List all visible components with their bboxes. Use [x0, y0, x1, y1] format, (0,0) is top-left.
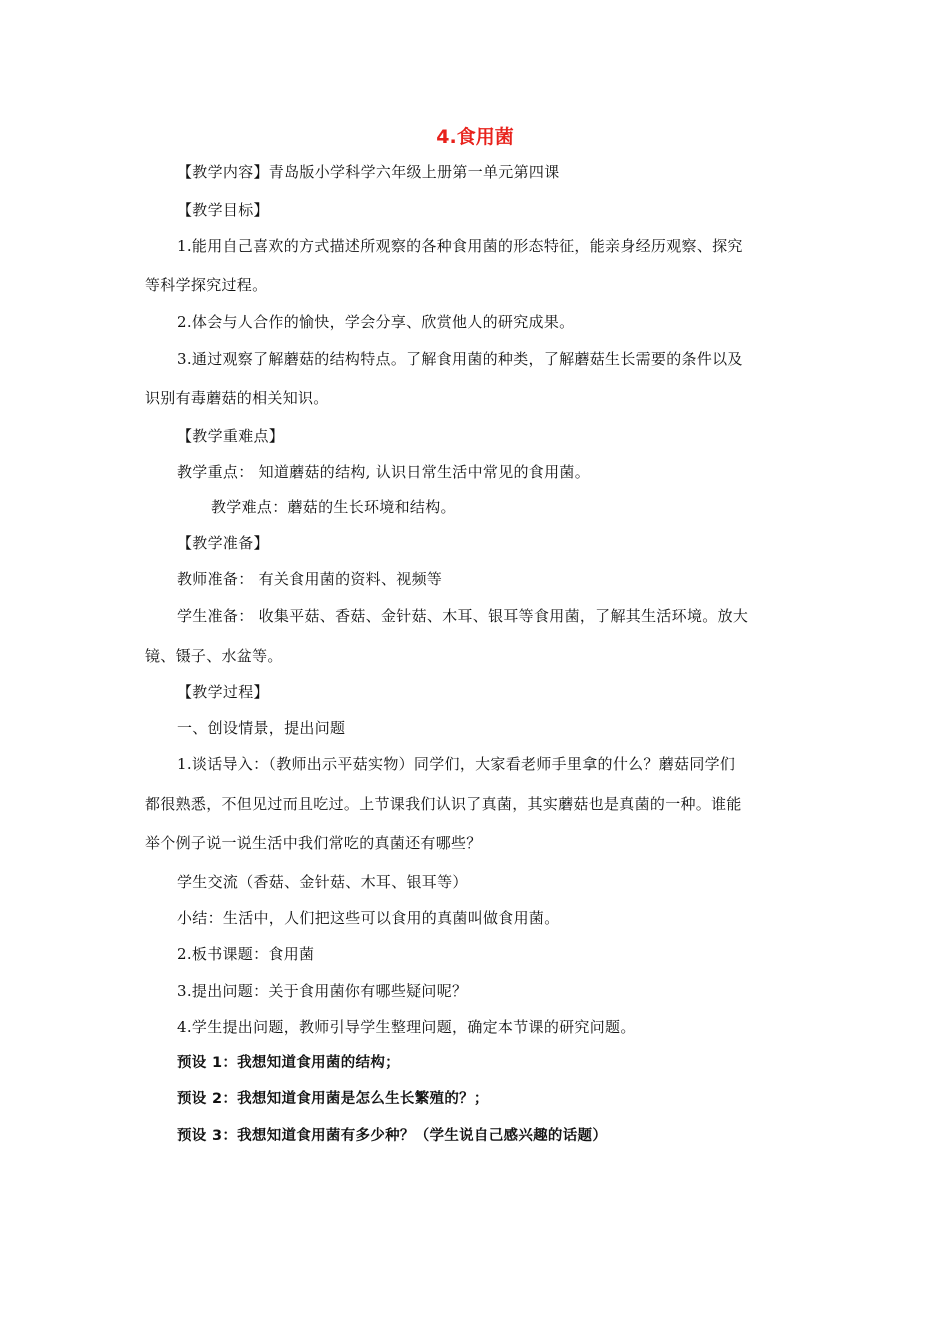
organize-questions-line: 4.学生提出问题，教师引导学生整理问题，确定本节课的研究问题。	[177, 1018, 636, 1036]
preset-1-line: 预设 1：我想知道食用菌的结构；	[177, 1055, 400, 1071]
teacher-preparation-line: 教师准备： 有关食用菌的资料、视频等	[177, 570, 443, 588]
summary-line: 小结：生活中，人们把这些可以食用的真菌叫做食用菌。	[177, 909, 560, 927]
intro-line-3: 举个例子说一说生活中我们常吃的真菌还有哪些？	[145, 834, 482, 852]
preset-3-line: 预设 3：我想知道食用菌有多少种？（学生说自己感兴趣的话题）	[177, 1128, 608, 1144]
goal-2-line: 2.体会与人合作的愉快，学会分享、欣赏他人的研究成果。	[177, 313, 575, 331]
goal-1-line-2: 等科学探究过程。	[145, 276, 268, 294]
key-points-heading: 【教学重难点】	[177, 427, 285, 445]
goal-1-line-1: 1.能用自己喜欢的方式描述所观察的各种食用菌的形态特征，能亲身经历观察、探究	[177, 237, 743, 255]
board-title-line: 2.板书课题：食用菌	[177, 945, 315, 963]
goal-3-line-1: 3.通过观察了解蘑菇的结构特点。了解食用菌的种类，了解蘑菇生长需要的条件以及	[177, 350, 743, 368]
preparation-heading: 【教学准备】	[177, 534, 269, 552]
teaching-content-line: 【教学内容】青岛版小学科学六年级上册第一单元第四课	[177, 163, 560, 181]
student-preparation-line-1: 学生准备： 收集平菇、香菇、金针菇、木耳、银耳等食用菌，了解其生活环境。放大	[177, 607, 749, 625]
key-point-line: 教学重点： 知道蘑菇的结构, 认识日常生活中常见的食用菌。	[177, 463, 591, 481]
intro-line-1: 1.谈话导入：（教师出示平菇实物）同学们，大家看老师手里拿的什么？蘑菇同学们	[177, 755, 736, 773]
teaching-process-heading: 【教学过程】	[177, 683, 269, 701]
student-exchange-line: 学生交流（香菇、金针菇、木耳、银耳等）	[177, 873, 468, 891]
preset-2-line: 预设 2：我想知道食用菌是怎么生长繁殖的？；	[177, 1091, 489, 1107]
intro-line-2: 都很熟悉，不但见过而且吃过。上节课我们认识了真菌，其实蘑菇也是真菌的一种。谁能	[145, 795, 742, 813]
section-1-heading: 一、创设情景，提出问题	[177, 719, 346, 737]
teaching-goals-heading: 【教学目标】	[177, 201, 269, 219]
document-title: 4.食用菌	[436, 126, 514, 148]
difficulty-line: 教学难点：蘑菇的生长环境和结构。	[211, 498, 456, 516]
student-preparation-line-2: 镜、镊子、水盆等。	[145, 647, 283, 665]
goal-3-line-2: 识别有毒蘑菇的相关知识。	[145, 389, 329, 407]
raise-question-line: 3.提出问题：关于食用菌你有哪些疑问呢？	[177, 982, 468, 1000]
